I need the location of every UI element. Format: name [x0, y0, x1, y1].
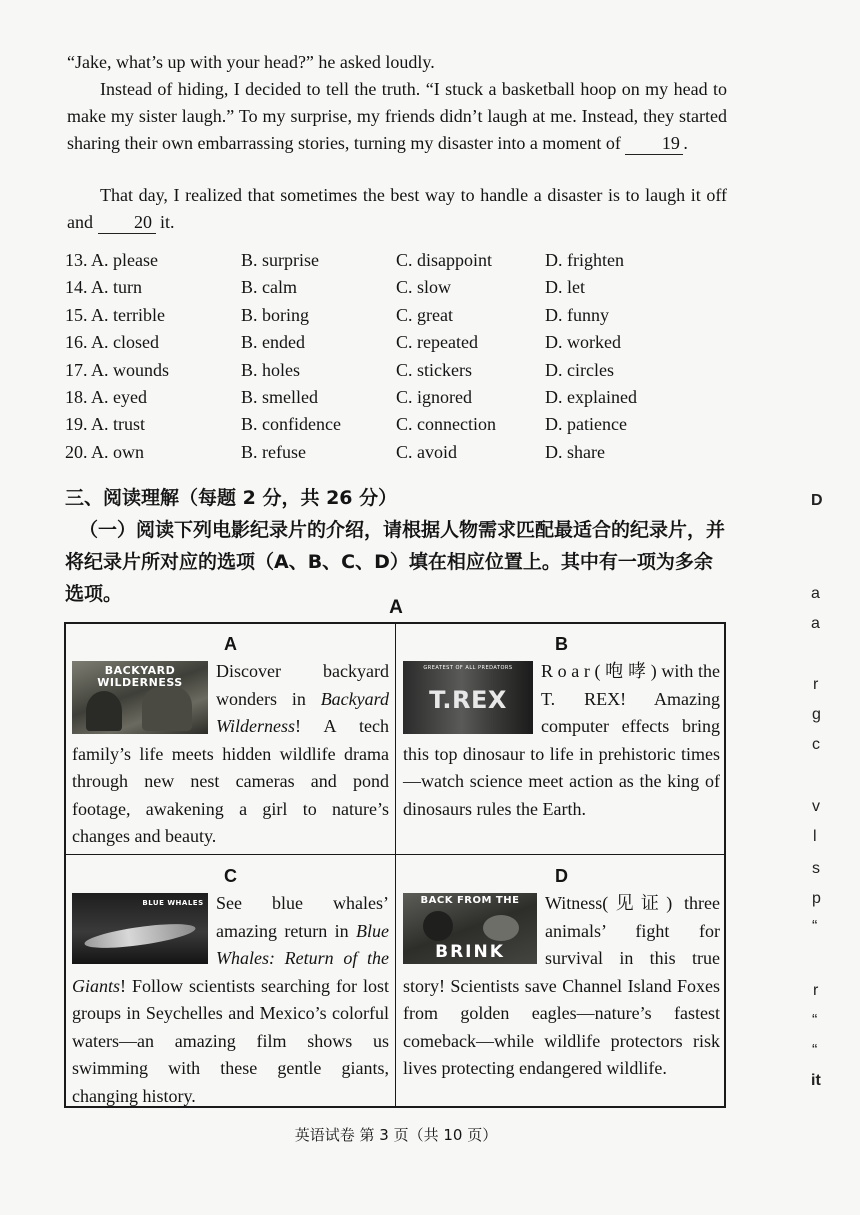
- option-row: [65, 250, 685, 277]
- option-d: D. worked: [545, 332, 621, 353]
- margin-char: r: [813, 676, 819, 693]
- option-row: [65, 277, 685, 304]
- option-row: [65, 332, 685, 359]
- blue-whales-poster: [72, 893, 208, 964]
- option-a: 16. A. closed: [65, 332, 159, 353]
- option-b: B. calm: [241, 277, 297, 298]
- option-b: B. surprise: [241, 250, 319, 270]
- back-from-the-brink-poster: [403, 893, 537, 964]
- paragraph-3-end: it.: [160, 212, 175, 232]
- option-b: B. boring: [241, 304, 310, 325]
- option-c: C. great: [396, 304, 453, 325]
- doc-description: R o a r ( 咆 哮 ) with the T. REX! Amazing computer effects bring this top dinosaur to life in prehistoric times—watch science meet action as the king of dinosaurs rules the Earth.: [403, 661, 720, 819]
- margin-char: a: [811, 585, 820, 602]
- doc-cell-b: [397, 624, 726, 854]
- table-divider-horizontal: [66, 854, 724, 855]
- section-instruction: （一）阅读下列电影纪录片的介绍，请根据人物需求匹配最适合的纪录片，并将纪录片所对应的选项（A、B、C、D）填在相应位置上。其中有一项为多余选项。: [65, 519, 726, 605]
- margin-char: g: [812, 706, 821, 723]
- backyard-wilderness-poster: [72, 661, 208, 734]
- margin-char: D: [811, 492, 823, 509]
- option-a: 15. A. terrible: [65, 304, 165, 325]
- margin-char: “: [812, 918, 818, 935]
- option-b: B. ended: [241, 332, 305, 353]
- margin-char: “: [812, 1012, 818, 1029]
- option-d: D. funny: [545, 304, 609, 325]
- option-c: C. stickers: [396, 359, 472, 380]
- poster-tagline: GREATEST OF ALL PREDATORS: [423, 665, 513, 671]
- table-divider-vertical: [395, 624, 396, 1106]
- poster-title: BACKYARD WILDERNESS: [97, 664, 183, 689]
- option-c: C. ignored: [396, 386, 472, 407]
- margin-char: a: [811, 615, 820, 632]
- section-heading: 三、阅读理解（每题 2 分，共 26 分）: [65, 487, 398, 509]
- option-row: [65, 414, 685, 441]
- documentary-table: [64, 622, 726, 1108]
- option-d: D. circles: [545, 359, 614, 380]
- doc-description: Witness(见证) three animals’ fight for survival in this true story! Scientists save Channel Island Foxes from golden eagles—nature’s fastest comeback—while wildlife protectors risk lives protecting endangered wildlife.: [403, 893, 720, 1078]
- doc-letter: C: [224, 866, 237, 886]
- option-d: D. explained: [545, 386, 637, 407]
- paragraph-3-text: That day, I realized that sometimes the best way to handle a disaster is to laugh it off and: [67, 185, 727, 232]
- option-d: D. let: [545, 277, 585, 298]
- margin-char: s: [812, 860, 820, 877]
- paragraph-2-end: .: [683, 133, 688, 153]
- margin-char: c: [812, 736, 820, 753]
- margin-char: it: [811, 1072, 821, 1089]
- option-c: C. avoid: [396, 441, 457, 462]
- paragraph-2-text: Instead of hiding, I decided to tell the truth. “I stuck a basketball hoop on my head to make my sister laugh.” To my surprise, my friends didn’t laugh at me. Instead, they started sharing their own embarrassing stories, turning my disaster into a moment of: [67, 79, 727, 153]
- t-rex-poster: [403, 661, 533, 734]
- option-row: [65, 387, 685, 414]
- option-c: C. slow: [396, 277, 452, 298]
- option-c: C. disappoint: [396, 250, 493, 270]
- option-a: 20. A. own: [65, 441, 145, 462]
- margin-char: v: [812, 798, 820, 815]
- option-c: C. repeated: [396, 332, 478, 353]
- doc-description: See blue whales’ amazing return in Blue Whales: Return of the Giants! Follow scientists searching for lost groups in Seychelles and Mexico’s colorful waters—an amazing film shows us swimming with these gentle giants, changing history.: [72, 893, 389, 1106]
- doc-cell-c: [66, 856, 395, 1108]
- doc-cell-a: [66, 624, 395, 854]
- margin-char: r: [813, 982, 819, 999]
- doc-letter: B: [555, 634, 568, 654]
- poster-title: BLUE WHALES: [142, 899, 204, 907]
- option-a: 14. A. turn: [65, 277, 143, 298]
- poster-title: BRINK: [435, 942, 505, 962]
- option-d: D. patience: [545, 414, 627, 435]
- options-list: [65, 250, 685, 469]
- margin-char: l: [813, 828, 817, 845]
- story-paragraph-3: [67, 182, 727, 236]
- option-b: B. smelled: [241, 386, 318, 407]
- option-b: B. confidence: [241, 414, 341, 435]
- doc-description: Discover backyard wonders in Backyard Wilderness! A tech family’s life meets hidden wildlife drama through new nest cameras and pond footage, awakening a girl to nature’s changes and beauty.: [72, 661, 389, 846]
- passage-label: A: [389, 597, 403, 618]
- option-b: B. refuse: [241, 441, 306, 462]
- option-d: D. share: [545, 441, 605, 462]
- option-row: [65, 442, 685, 469]
- option-a: 13. A. please: [65, 250, 158, 270]
- blank-19: 19: [625, 132, 683, 155]
- story-line-1: “Jake, what’s up with your head?” he asked loudly.: [67, 52, 435, 72]
- option-b: B. holes: [241, 359, 301, 380]
- option-a: 18. A. eyed: [65, 386, 147, 407]
- poster-title: T.REX: [429, 686, 507, 714]
- margin-char: “: [812, 1042, 818, 1059]
- doc-letter: A: [224, 634, 237, 654]
- doc-cell-d: [397, 856, 726, 1108]
- option-a: 19. A. trust: [65, 414, 146, 435]
- story-paragraph-2: [67, 76, 727, 157]
- option-a: 17. A. wounds: [65, 359, 170, 380]
- option-row: [65, 360, 685, 387]
- poster-subtitle: BACK FROM THE: [420, 895, 520, 906]
- margin-char: p: [812, 890, 821, 907]
- option-row: [65, 305, 685, 332]
- doc-letter: D: [555, 866, 568, 886]
- option-d: D. frighten: [545, 250, 624, 270]
- page-footer: 英语试卷 第 3 页（共 10 页）: [294, 1126, 498, 1144]
- blank-20: 20: [98, 211, 156, 234]
- option-c: C. connection: [396, 414, 496, 435]
